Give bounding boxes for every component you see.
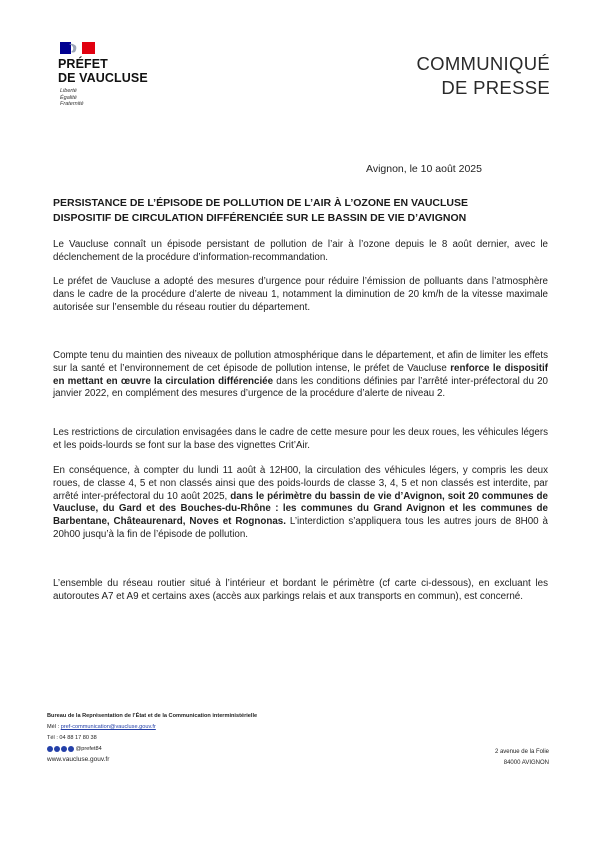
footer-bureau: Bureau de la Représentation de l’État et de la Communication interministérielle [47, 713, 258, 719]
footer-mail-link[interactable]: pref-communication@vaucluse.gouv.fr [60, 724, 156, 730]
paragraph-5 [53, 465, 548, 542]
paragraph-3-part-2: dans les conditions définies par l’arrêté inter-préfectoral du 20 janvier 2022, en complément des mesures d’urgence de la procédure d’alerte de niveau 2. [53, 375, 548, 400]
address-line1: 2 avenue de la Folie [494, 749, 549, 755]
motto-fraternite: Fraternité [60, 101, 84, 107]
motto-egalite: Égalité [60, 94, 77, 101]
paragraph-3-part-1: Compte tenu du maintien des niveaux de pollution atmosphérique dans le département, et afin de limiter les effets sur la santé et l’environnement de cet épisode de pollution intense, le préfet de Vaucluse [53, 350, 548, 374]
paragraph-2: Le préfet de Vaucluse a adopté des mesures d’urgence pour réduire l’émission de polluants dans l’atmosphère dans le cadre de la procédure d’alerte de niveau 1, notamment la diminution de 20 km/h de la vitesse maximale autorisée sur l’ensemble du réseau routier du département. [53, 276, 548, 313]
paragraph-5-emphasis: dans le périmètre du bassin de vie d’Avignon, soit 20 communes de Vaucluse, du Gard et des Bouches-du-Rhône : les communes du Grand Avignon et les communes de Barbentane, Châteaurenard, Noves et Rognonas. [53, 490, 548, 528]
paragraph-5-part-2: L’interdiction s’appliquera tous les autres jours de 8H00 à 20h00 jusqu’à la fin de l’épisode de pollution. [53, 516, 549, 540]
x-icon[interactable] [61, 746, 67, 752]
paragraph-3-emphasis: renforce le dispositif en mettant en œuvre la circulation différenciée [53, 362, 549, 387]
headline [53, 196, 548, 226]
paragraph-3 [53, 350, 548, 401]
footer-website[interactable]: www.vaucluse.gouv.fr [47, 756, 110, 763]
prefet-title [58, 57, 148, 85]
footer-social-line [47, 744, 257, 755]
paragraph-5-part-1: En conséquence, à compter du lundi 11 août à 12H00, la circulation des véhicules légers, y compris les deux roues, de classe 4, 5 et non classés ainsi que des poids-lourds de classe 3, 4, 5 et non classés est interdite, par arrêté inter-préfectoral du 10 août 2025, [53, 465, 548, 502]
headline-line1: PERSISTANCE DE L’ÉPISODE DE POLLUTION DE L’AIR À L’OZONE EN VAUCLUSE [53, 197, 468, 209]
communique-title [416, 52, 550, 100]
communique-title-line2: DE PRESSE [441, 77, 550, 98]
linkedin-icon[interactable] [68, 746, 74, 752]
paragraph-4: Les restrictions de circulation envisagées dans le cadre de cette mesure pour les deux roues, les véhicules légers et les poids-lourds se font sur la base des vignettes Crit’Air. [53, 427, 548, 451]
footer-mail-label: Mél : [47, 724, 61, 730]
date-line: Avignon, le 10 août 2025 [366, 163, 482, 175]
facebook-icon[interactable] [47, 746, 53, 752]
footer-tel: Tél : 04 88 17 80 38 [47, 735, 97, 741]
footer-contact [47, 711, 257, 755]
republic-motto [60, 88, 84, 108]
prefet-title-line1: PRÉFET [58, 57, 108, 71]
paragraph-6: L’ensemble du réseau routier situé à l’intérieur et bordant le périmètre (cf carte ci-dessous), en excluant les autoroutes A7 et A9 et certains axes (accès aux parkings relais et aux transports en commun), est concerné. [53, 578, 548, 602]
footer-address [495, 747, 549, 769]
social-handle[interactable]: @prefet84 [75, 746, 102, 752]
communique-title-line1: COMMUNIQUÉ [416, 53, 550, 74]
marianne-flag-logo [60, 42, 95, 54]
motto-liberte: Liberté [60, 88, 77, 94]
footer-mail-line [47, 722, 257, 733]
address-line2: 84000 AVIGNON [503, 760, 549, 766]
prefet-title-line2: DE VAUCLUSE [58, 71, 148, 85]
paragraph-1: Le Vaucluse connaît un épisode persistant de pollution de l’air à l’ozone depuis le 8 août dernier, avec le déclenchement de la procédure d’information-recommandation. [53, 239, 548, 263]
instagram-icon[interactable] [54, 746, 60, 752]
social-icons [47, 746, 74, 752]
headline-line2: DISPOSITIF DE CIRCULATION DIFFÉRENCIÉE SUR LE BASSIN DE VIE D’AVIGNON [53, 212, 467, 224]
